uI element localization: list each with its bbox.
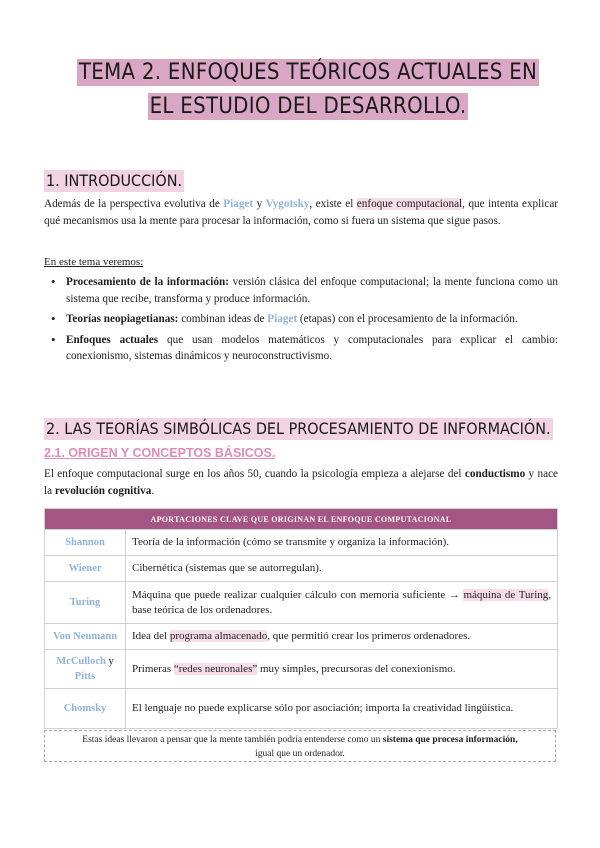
subsection-heading-origen: 2.1. ORIGEN Y CONCEPTOS BÁSICOS. [44,446,276,460]
table-row: McCulloch y Pitts Primeras “redes neuronales” muy simples, precursoras del conexionismo. [45,650,558,689]
table-header-row [45,509,558,530]
section-heading-teorias: 2. LAS TEORÍAS SIMBÓLICAS DEL PROCESAMIENTO DE INFORMACIÓN. [46,419,551,438]
list-item: • Teorías neopiagetianas: combinan ideas de Piaget (etapas) con el procesamiento de la información. [44,311,558,328]
table-row: Chomsky El lenguaje no puede explicarse sólo por asociación; importa la creatividad lingüística. [45,689,558,729]
table-header: APORTACIONES CLAVE QUE ORIGINAN EL ENFOQUE COMPUTACIONAL [45,509,558,530]
topics-list [44,274,558,369]
section-heading-introduccion: 1. INTRODUCCIÓN. [46,171,183,190]
vygotsky-name: Vygotsky [265,198,310,210]
document-title: TEMA 2. ENFOQUES TEÓRICOS ACTUALES EN EL ESTUDIO DEL DESARROLLO. [78,60,538,119]
origen-paragraph: El enfoque computacional surge en los años 50, cuando la psicología empieza a alejarse del conductismo y nace la revolución cognitiva. [44,468,559,497]
table-row: Turing Máquina que puede realizar cualquier cálculo con memoria suficiente → máquina de Turing, base teórica de los ordenadores. [45,582,558,624]
list-item: • Enfoques actuales que usan modelos matemáticos y computacionales para explicar el cambio: conexionismo, sistemas dinámicos y neuroconstructivismo. [44,332,558,365]
piaget-name: Piaget [223,198,254,210]
enfoque-computacional-highlight: enfoque computacional [356,198,463,210]
intro-paragraph: Además de la perspectiva evolutiva de Piaget y Vygotsky, existe el enfoque computacional, que intenta explicar qué mecanismos usa la mente para procesar la información, como si fuera un sistema que sigue pasos. [44,198,559,227]
table-row: Wiener Cibernética (sistemas que se autorregulan). [45,556,558,582]
list-item: • Procesamiento de la información: versión clásica del enfoque computacional; la mente funciona como un sistema que recibe, transforma y produce información. [44,274,558,307]
topics-subheading: En este tema veremos: [44,256,144,268]
summary-note: Estas ideas llevaron a pensar que la mente también podría entenderse como un sistema que procesa información, igual que un ordenador. [44,730,556,762]
table-row: Von Neumann Idea del programa almacenado, que permitió crear los primeros ordenadores. [45,624,558,650]
aportaciones-table [44,508,558,729]
table-row: Shannon Teoría de la información (cómo se transmite y organiza la información). [45,530,558,556]
